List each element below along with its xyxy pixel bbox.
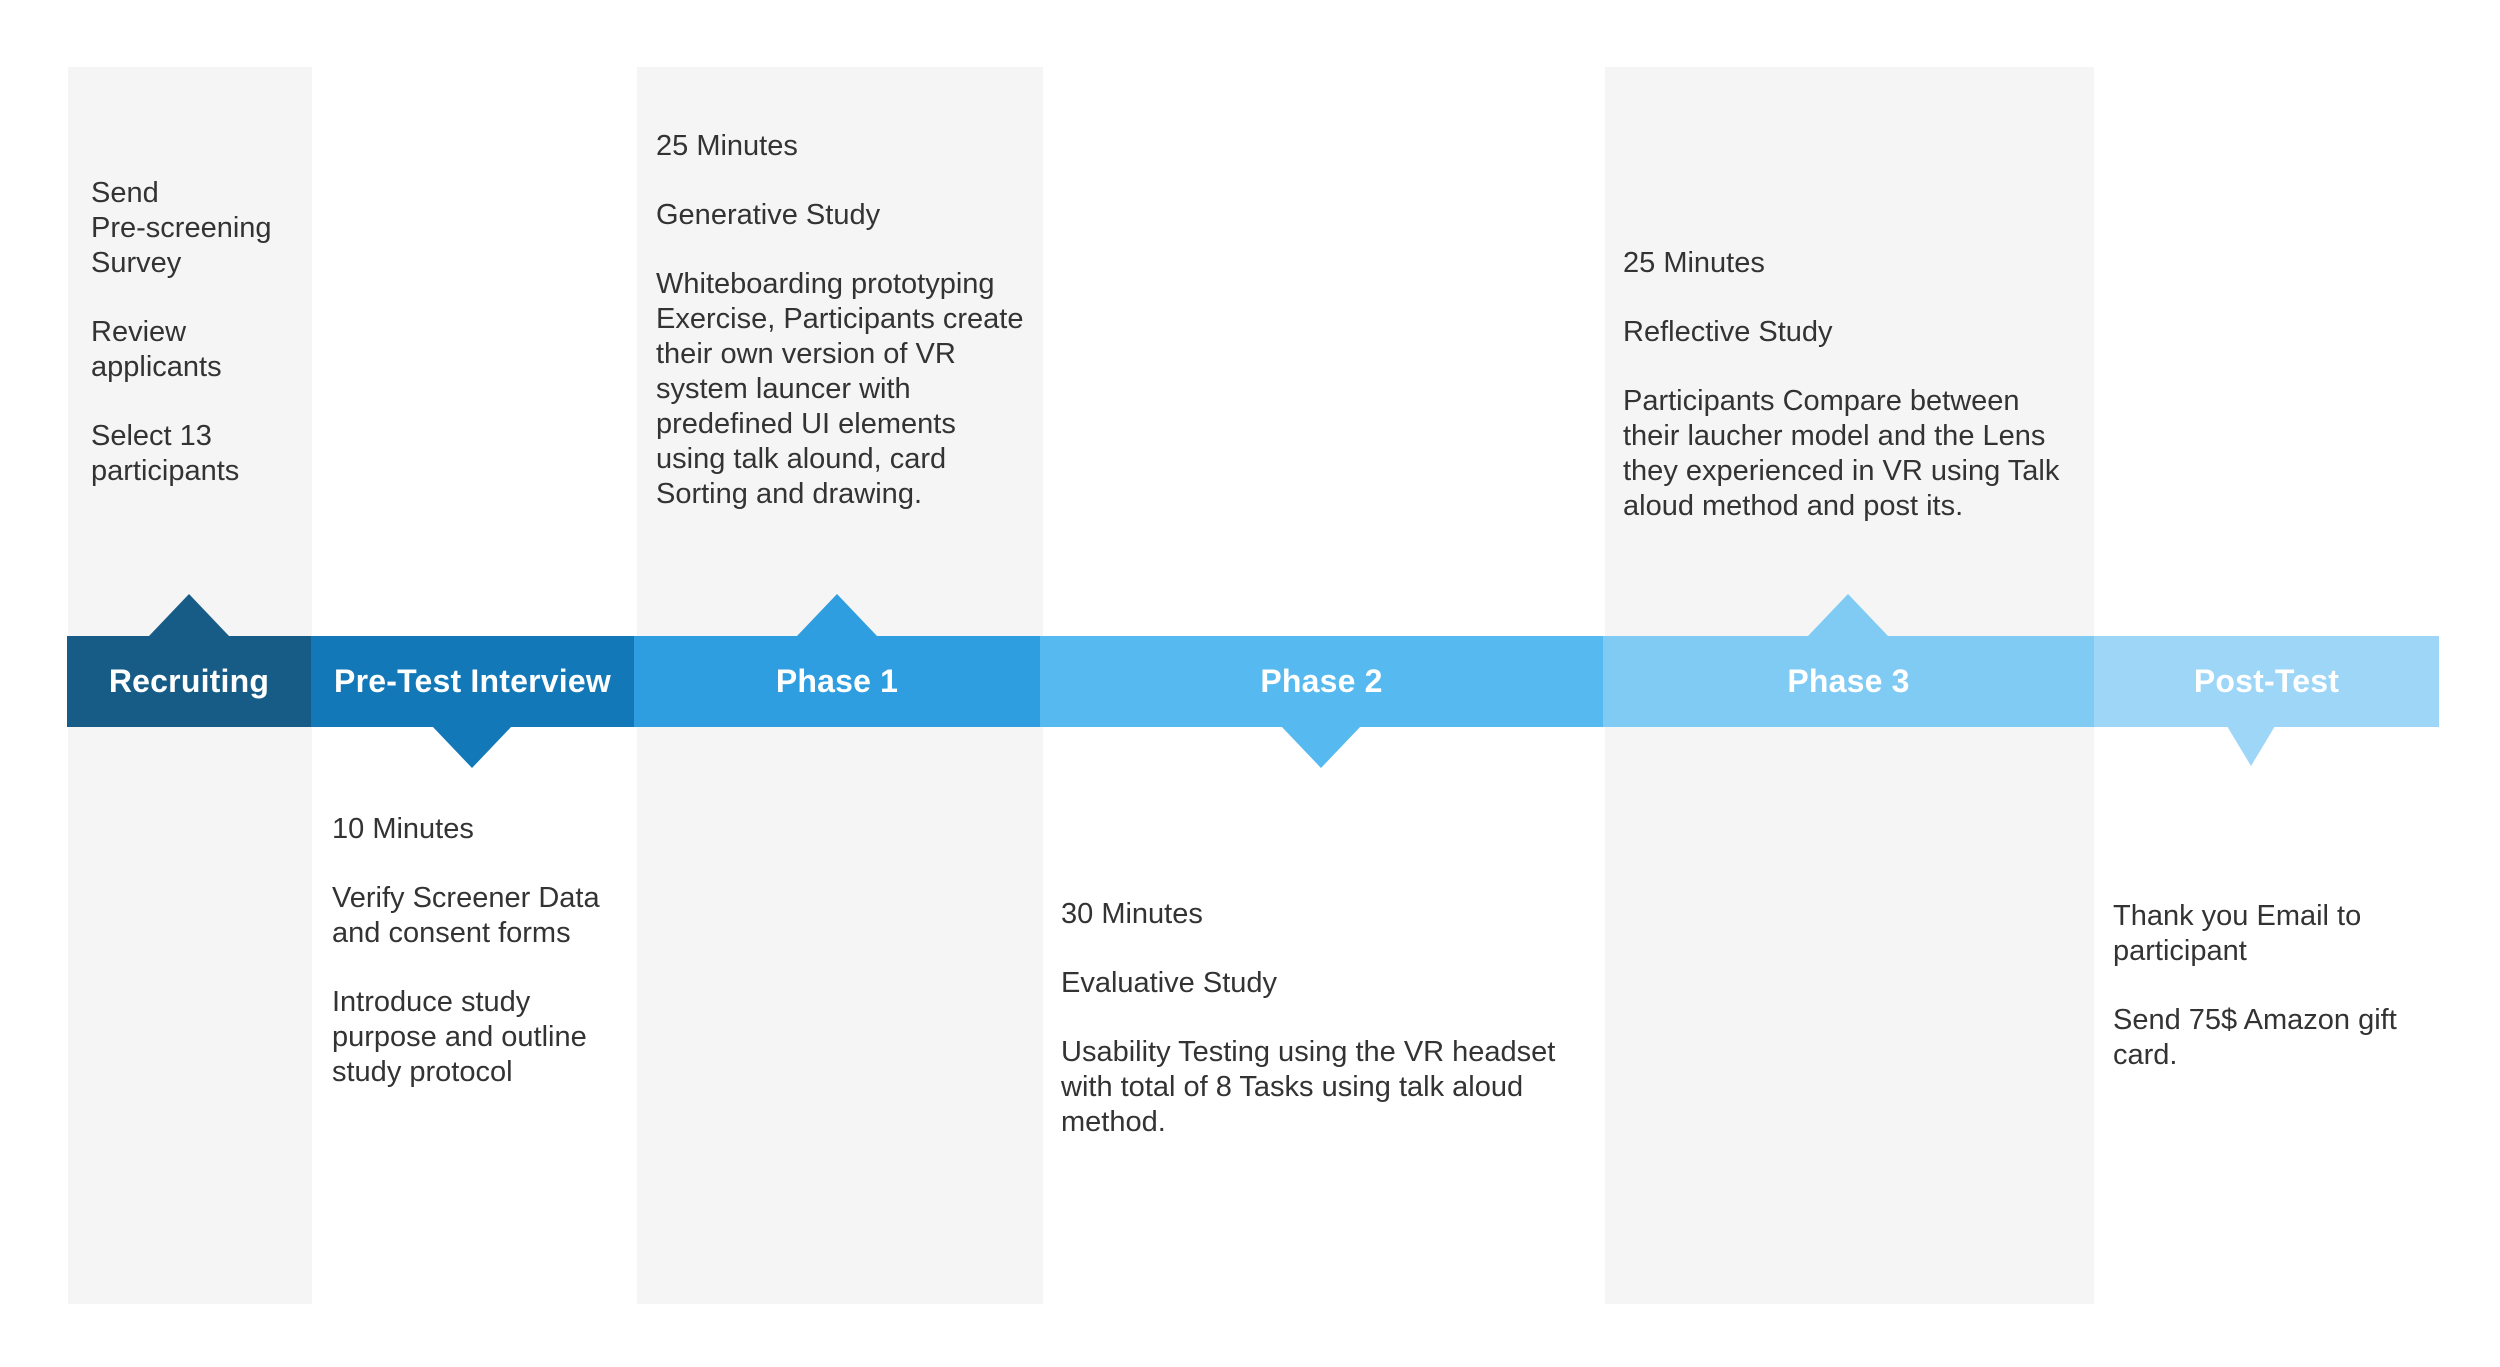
pointer-up-recruiting — [149, 594, 229, 636]
phase-3-notes — [1623, 246, 2093, 558]
note-description: Usability Testing using the VR headset with total of 8 Tasks using talk aloud method. — [1061, 1036, 1556, 1138]
pointer-up-phase-3 — [1808, 594, 1888, 636]
note-select-participants: Select 13 participants — [91, 420, 240, 487]
note-study-type: Evaluative Study — [1061, 967, 1278, 999]
pointer-down-phase-2 — [1281, 726, 1361, 768]
note-study-type: Generative Study — [656, 199, 881, 231]
stage-recruiting: Recruiting — [67, 636, 311, 727]
stage-post-test: Post-Test — [2094, 636, 2439, 727]
note-gift-card: Send 75$ Amazon gift card. — [2113, 1004, 2397, 1071]
note-send-survey: Send Pre-screening Survey — [91, 177, 272, 279]
stage-phase-3: Phase 3 — [1603, 636, 2094, 727]
note-description: Participants Compare between their laucher model and the Lens they experienced in VR using Talk aloud method and post its. — [1623, 385, 2060, 522]
note-thank-you-email: Thank you Email to participant — [2113, 900, 2362, 967]
phase-2-notes — [1061, 897, 1601, 1174]
recruiting-notes — [91, 176, 306, 523]
note-duration: 25 Minutes — [1623, 247, 1765, 279]
pointer-down-pre-test — [432, 726, 512, 768]
note-duration: 10 Minutes — [332, 813, 474, 845]
pointer-down-post-test — [2227, 726, 2275, 766]
note-duration: 30 Minutes — [1061, 898, 1203, 930]
note-study-type: Reflective Study — [1623, 316, 1833, 348]
note-duration: 25 Minutes — [656, 130, 798, 162]
note-introduce-study: Introduce study purpose and outline study protocol — [332, 986, 587, 1088]
pre-test-notes — [332, 812, 632, 1124]
stage-phase-2: Phase 2 — [1040, 636, 1603, 727]
phase-1-notes — [656, 129, 1041, 546]
stage-pre-test-interview: Pre-Test Interview — [311, 636, 634, 727]
stage-phase-1: Phase 1 — [634, 636, 1040, 727]
note-review-applicants: Review applicants — [91, 316, 222, 383]
note-verify-data: Verify Screener Data and consent forms — [332, 882, 600, 949]
note-description: Whiteboarding prototyping Exercise, Participants create their own version of VR system launcer with predefined UI elements using talk alound, card Sorting and drawing. — [656, 268, 1024, 510]
pointer-up-phase-1 — [797, 594, 877, 636]
post-test-notes — [2113, 899, 2443, 1107]
